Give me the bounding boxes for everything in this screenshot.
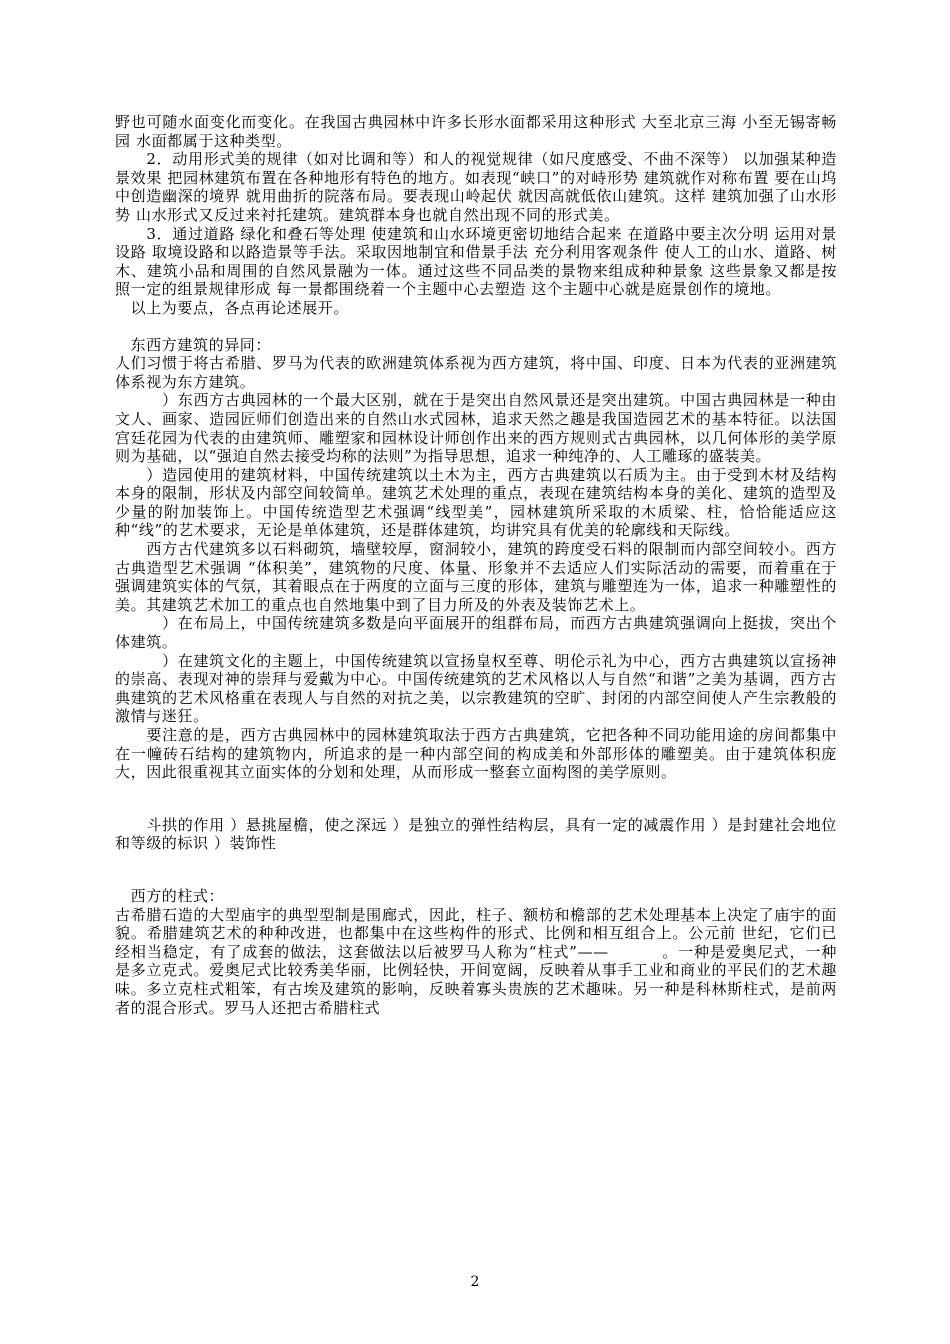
section-heading-western-orders: 西方的柱式： [115, 886, 225, 905]
paragraph-summary: 以上为要点，各点再论述展开。 [115, 298, 350, 317]
page-number: 2 [470, 1274, 480, 1290]
paragraph-layout: ）在布局上，中国传统建筑多数是向平面展开的组群布局，而西方古典建筑强调向上挺拔，突出个体建筑。 [115, 614, 837, 652]
paragraph-note: 要注意的是，西方古典园林中的园林建筑取法于西方古典建筑，它把各种不同功能用途的房间都集中在一幢砖石结构的建筑物内，所追求的是一种内部空间的构成美和外部形体的雕塑美。由于建筑体积庞大，因此很重视其立面实体的分划和处理，从而形成一整套立面构图的美学原则。 [115, 726, 837, 782]
section-heading-east-west: 东西方建筑的异同： [115, 335, 272, 354]
paragraph-spacer [115, 318, 837, 336]
paragraph-greek-orders: 古希腊石造的大型庙宇的典型型制是围廊式，因此，柱子、额枋和檐部的艺术处理基本上决定了庙宇的面貌。希腊建筑艺术的种种改进，也都集中在这些构件的形式、比例和相互组合上。公元前 世纪，它们已经相当稳定，有了成套的做法，这套做法以后被罗马人称为“柱式”—— 。一种是爱奥尼式，一种是多立克式。爱奥尼式比较秀美华丽，比例轻快，开间宽阔，反映着从事手工业和商业的平民们的艺术趣味。多立克柱式粗笨，有古埃及建筑的影响，反映着寡头贵族的艺术趣味。另一种是科林斯柱式，是前两者的混合形式。罗马人还把古希腊柱式 [115, 905, 837, 1017]
paragraph-garden-difference: ）东西方古典园林的一个最大区别，就在于是突出自然风景还是突出建筑。中国古典园林是一种由文人、画家、造园匠师们创造出来的自然山水式园林，追求天然之趣是我国造园艺术的基本特征。以法国宫廷花园为代表的由建筑师、雕塑家和园林设计师创作出来的西方规则式古典园林，以几何体形的美学原则为基础，以“强迫自然去接受均称的法则”为指导思想，追求一种纯净的、人工雕琢的盛装美。 [115, 391, 837, 466]
paragraph-culture-theme: ）在建筑文化的主题上，中国传统建筑以宣扬皇权至尊、明伦示礼为中心，西方古典建筑以宣扬神的崇高、表现对神的崇拜与爱戴为中心。中国传统建筑的艺术风格以人与自然“和谐”之美为基调，西方古典建筑的艺术风格重在表现人与自然的对抗之美，以宗教建筑的空旷、封闭的内部空间使人产生宗教般的激情与迷狂。 [115, 651, 837, 726]
paragraph-point-2: 2．动用形式美的规律（如对比调和等）和人的视觉规律（如尺度感受、不曲不深等） 以加强某种造景效果 把园林建筑布置在各种地形有特色的地方。如表现“峡口”的对峙形势 建筑就作对称布置 要在山坞中创造幽深的境界 就用曲折的院落布局。要表现山岭起伏 就因高就低依山建筑。这样 建筑加强了山水形势 山水形式又反过来衬托建筑。建筑群本身也就自然出现不同的形式美。 [115, 150, 837, 224]
paragraph-western-stone: 西方古代建筑多以石料砌筑，墙壁较厚，窗洞较小，建筑的跨度受石料的限制而内部空间较小。西方古典造型艺术强调 “体积美”，建筑物的尺度、体量、形象并不去适应人们实际活动的需要，而着重在于强调建筑实体的气氛，其着眼点在于两度的立面与三度的形体，建筑与雕塑连为一体，追求一种雕塑性的美。其建筑艺术加工的重点也自然地集中到了目力所及的外表及装饰艺术上。 [115, 540, 837, 614]
paragraph-dougong: 斗拱的作用 ）悬挑屋檐，使之深远 ）是独立的弹性结构层，具有一定的减震作用 ）是封建社会地位和等级的标识 ）装饰性 [115, 815, 837, 853]
paragraph-east-west-intro: 人们习惯于将古希腊、罗马为代表的欧洲建筑体系视为西方建筑，将中国、印度、日本为代表的亚洲建筑体系视为东方建筑。 [115, 354, 837, 391]
paragraph-spacer [115, 782, 837, 816]
paragraph-spacer [115, 853, 837, 887]
document-body [115, 113, 837, 1017]
paragraph-point-3: 3．通过道路 绿化和叠石等处理 使建筑和山水环境更密切地结合起来 在道路中要主次分明 运用对景设路 取境设路和以路造景等手法。采取因地制宜和借景手法 充分利用客观条件 使人工的山水、道路、树木、建筑小品和周围的自然风景融为一体。通过这些不同品类的景物来组成种种景象 这些景象又都是按照一定的组景规律形成 每一景都围绕着一个主题中心去塑造 这个主题中心就是庭景创作的境地。 [115, 224, 837, 299]
paragraph-water-surface: 野也可随水面变化而变化。在我国古典园林中许多长形水面都采用这种形式 大至北京三海 小至无锡寄畅园 水面都属于这种类型。 [115, 113, 837, 150]
paragraph-materials: ）造园使用的建筑材料，中国传统建筑以土木为主，西方古典建筑以石质为主。由于受到木材及结构本身的限制，形状及内部空间较简单。建筑艺术处理的重点，表现在建筑结构本身的美化、建筑的造型及少量的附加装饰上。中国传统造型艺术强调“线型美”，园林建筑所采取的木质梁、柱，恰恰能适应这种“线”的艺术要求，无论是单体建筑，还是群体建筑，均讲究具有优美的轮廓线和天际线。 [115, 465, 837, 540]
